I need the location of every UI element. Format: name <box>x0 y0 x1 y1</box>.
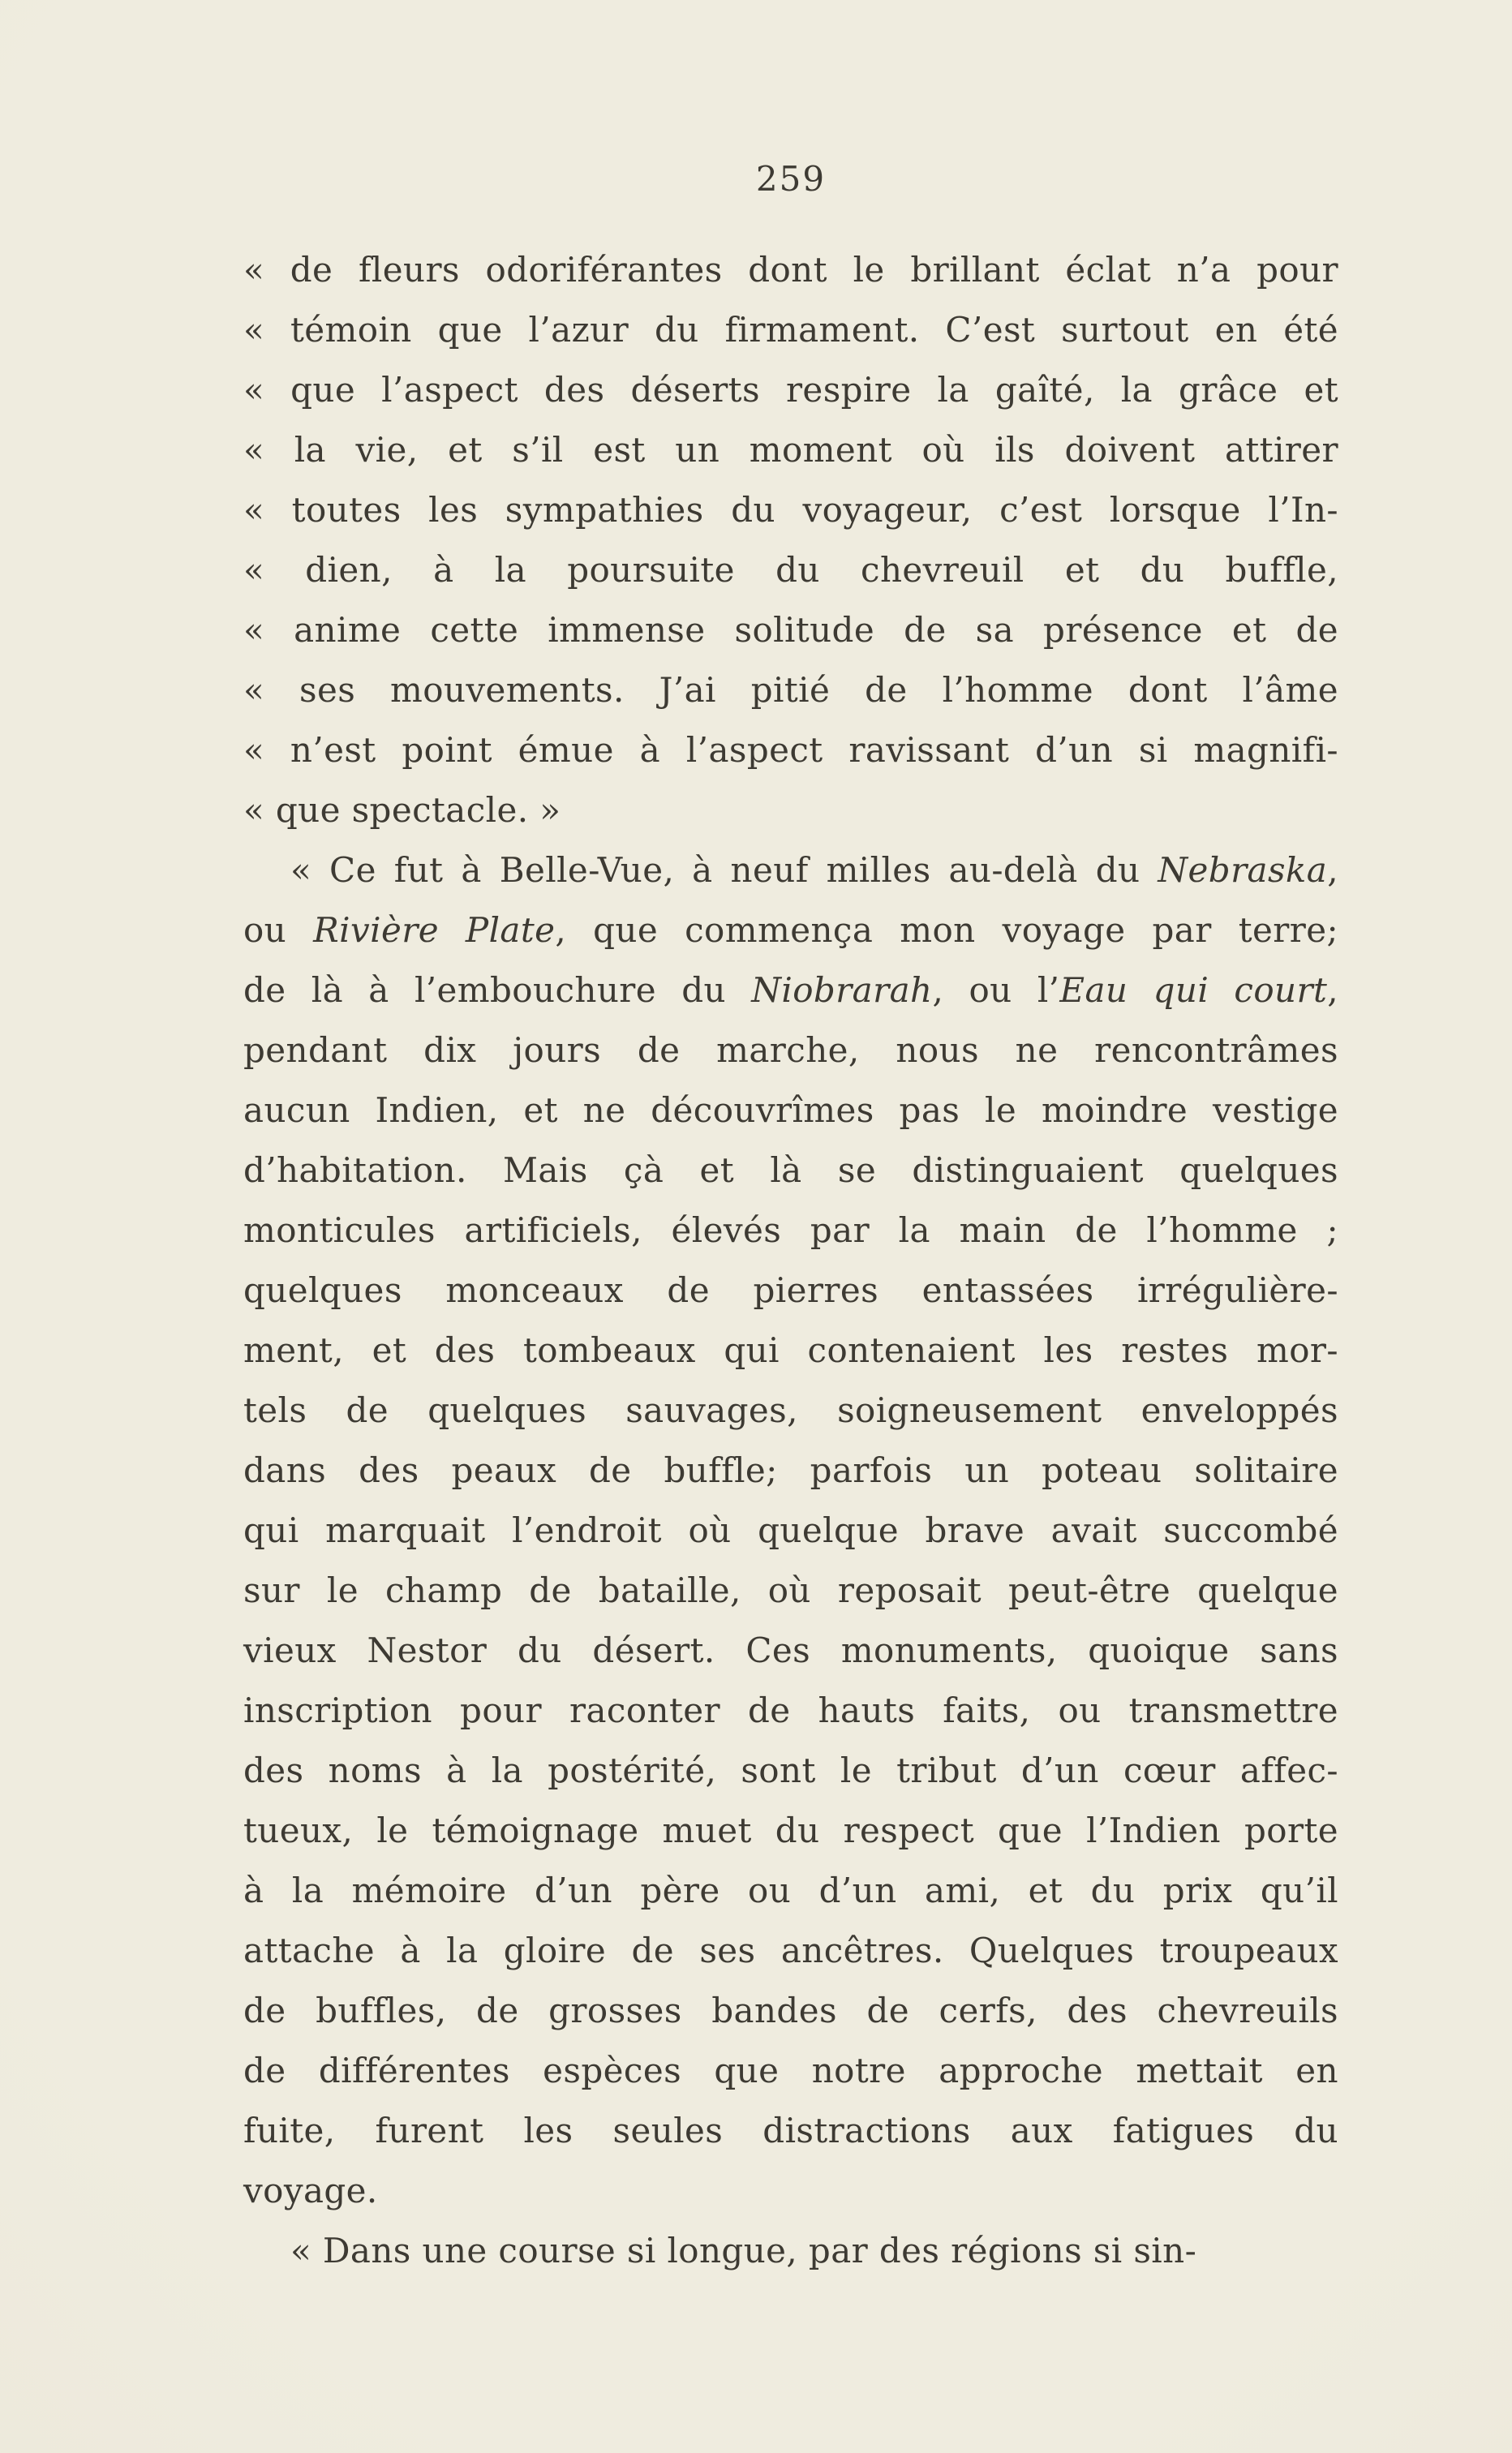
text-segment: « Dans une course si longue, par des régions si sin- <box>290 2231 1197 2270</box>
text-segment: ment, et des tombeaux qui contenaient les restes mor- <box>243 1330 1338 1370</box>
text-line <box>243 660 1338 720</box>
text-segment: voyage. <box>243 2171 378 2210</box>
text-segment: « ses mouvements. J’ai pitié de l’homme dont l’âme <box>243 670 1338 710</box>
text-segment: fuite, furent les seules distractions aux fatigues du <box>243 2111 1338 2150</box>
text-line <box>243 960 1338 1020</box>
text-line <box>243 1801 1338 1861</box>
text-segment: de buffles, de grosses bandes de cerfs, des chevreuils <box>243 1991 1338 2030</box>
text-segment: , <box>1327 970 1338 1010</box>
text-line <box>243 240 1338 300</box>
text-segment: tels de quelques sauvages, soigneusement enveloppés <box>243 1390 1338 1430</box>
text-segment: quelques monceaux de pierres entassées irrégulière- <box>243 1270 1338 1310</box>
text-line <box>243 2101 1338 2161</box>
text-segment: de différentes espèces que notre approche mettait en <box>243 2051 1338 2090</box>
text-segment: pendant dix jours de marche, nous ne rencontrâmes <box>243 1030 1338 1070</box>
text-line <box>243 1861 1338 1921</box>
text-line <box>243 1921 1338 1981</box>
text-line <box>243 480 1338 540</box>
text-line <box>243 300 1338 360</box>
text-line <box>243 1681 1338 1741</box>
italic-text-segment: Eau qui court <box>1059 970 1328 1010</box>
text-segment: « de fleurs odoriférantes dont le brillant éclat n’a pour <box>243 250 1338 290</box>
text-segment: « que spectacle. » <box>243 790 561 830</box>
text-segment: « témoin que l’azur du firmament. C’est surtout en été <box>243 310 1338 350</box>
text-segment: , que commença mon voyage par terre; <box>555 910 1339 950</box>
text-line <box>243 1381 1338 1441</box>
text-line <box>243 2221 1338 2281</box>
text-line <box>243 1020 1338 1080</box>
text-segment: dans des peaux de buffle; parfois un poteau solitaire <box>243 1450 1338 1490</box>
text-segment: inscription pour raconter de hauts faits, ou transmettre <box>243 1690 1338 1730</box>
text-segment: « n’est point émue à l’aspect ravissant d’un si magnifi- <box>243 730 1338 770</box>
text-segment: des noms à la postérité, sont le tribut d’un cœur affec- <box>243 1751 1338 1790</box>
text-line <box>243 1201 1338 1261</box>
text-line <box>243 2041 1338 2101</box>
text-segment: d’habitation. Mais çà et là se distinguaient quelques <box>243 1150 1338 1190</box>
text-line <box>243 1141 1338 1201</box>
text-line <box>243 1981 1338 2041</box>
text-line <box>243 1621 1338 1681</box>
text-line <box>243 780 1338 840</box>
text-line <box>243 840 1338 900</box>
text-segment: sur le champ de bataille, où reposait peut-être quelque <box>243 1570 1338 1610</box>
text-segment: « dien, à la poursuite du chevreuil et du buffle, <box>243 550 1338 590</box>
italic-text-segment: Niobrarah <box>751 970 933 1010</box>
text-segment: « Ce fut à Belle-Vue, à neuf milles au-delà du <box>290 850 1158 890</box>
text-segment: « que l’aspect des déserts respire la gaîté, la grâce et <box>243 370 1338 410</box>
text-line <box>243 600 1338 660</box>
text-segment: aucun Indien, et ne découvrîmes pas le moindre vestige <box>243 1090 1338 1130</box>
text-line <box>243 420 1338 480</box>
text-segment: de là à l’embouchure du <box>243 970 752 1010</box>
text-segment: vieux Nestor du désert. Ces monuments, quoique sans <box>243 1630 1338 1670</box>
text-segment: , ou l’ <box>932 970 1060 1010</box>
text-block <box>243 240 1338 2281</box>
text-segment: « la vie, et s’il est un moment où ils doivent attirer <box>243 430 1338 470</box>
text-line <box>243 1561 1338 1621</box>
text-segment: tueux, le témoignage muet du respect que l’Indien porte <box>243 1811 1338 1850</box>
text-line <box>243 360 1338 420</box>
text-line <box>243 1261 1338 1321</box>
text-line <box>243 720 1338 780</box>
text-segment: , <box>1327 850 1338 890</box>
page-number: 259 <box>755 159 827 199</box>
text-segment: ou <box>243 910 314 950</box>
italic-text-segment: Rivière Plate <box>313 910 556 950</box>
text-segment: qui marquait l’endroit où quelque brave avait succombé <box>243 1510 1338 1550</box>
text-line <box>243 1741 1338 1801</box>
text-segment: « anime cette immense solitude de sa présence et de <box>243 610 1338 650</box>
text-line <box>243 1441 1338 1501</box>
text-segment: monticules artificiels, élevés par la main de l’homme ; <box>243 1210 1338 1250</box>
text-line <box>243 540 1338 600</box>
text-segment: à la mémoire d’un père ou d’un ami, et du prix qu’il <box>243 1871 1338 1910</box>
text-segment: attache à la gloire de ses ancêtres. Quelques troupeaux <box>243 1931 1338 1970</box>
text-line <box>243 1321 1338 1381</box>
text-line <box>243 2161 1338 2221</box>
italic-text-segment: Nebraska <box>1158 850 1328 890</box>
text-line <box>243 1080 1338 1141</box>
text-segment: « toutes les sympathies du voyageur, c’est lorsque l’In- <box>243 490 1338 530</box>
text-line <box>243 900 1338 960</box>
text-line <box>243 1501 1338 1561</box>
